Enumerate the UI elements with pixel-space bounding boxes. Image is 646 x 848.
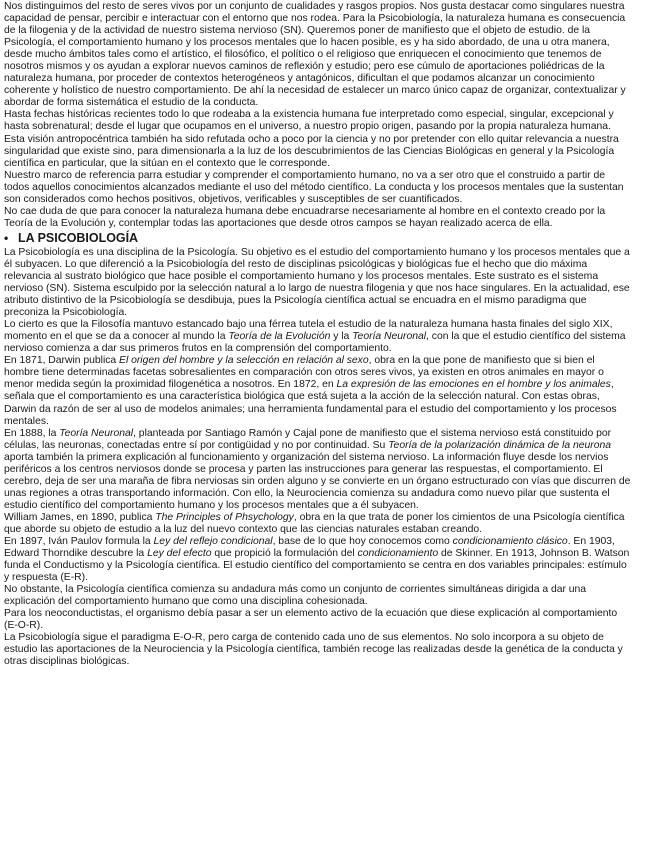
intro-paragraph-2: Hasta fechas históricas recientes todo lo que rodeaba a la existencia humana fue interpretado como especial, singular, excepcional y hasta sobrenatural; desde el lugar que ocupamos en el universo, a nuestro propio origen, pasando por la propia naturaleza humana. Esta visión antropocéntrica también ha sido refutada ocho a poco por la ciencia y no por pretender con ello quitar relevancia a nuestra singularidad que existe sino, para dimensionarla a la luz de los descubrimientos de las Ciencias Biológicas en general y la Psicología científica en particular, que la sitúan en el contexto que le corresponde.	[4, 109, 619, 169]
emphasis: Ley del efecto	[147, 548, 212, 560]
emphasis: The Principles of Phsychology	[155, 511, 294, 523]
document-page	[4, 1, 632, 669]
section-heading-text: LA PSICOBIOLOGÍA	[18, 230, 139, 245]
body-paragraph-8: Para los neoconductistas, el organismo debía pasar a ser un elemento activo de la ecuación que diese explicación al comportamiento (E-O-R).	[4, 608, 618, 632]
section-heading	[4, 231, 632, 246]
emphasis: Teoría Neuronal	[59, 427, 134, 439]
bullet-icon: •	[4, 230, 9, 245]
body-paragraph-4: En 1888, la Teoría Neuronal, planteada por Santiago Ramón y Cajal pone de manifiesto que el sistema nervioso está constituido por células, las neuronas, conectadas entre sí por contigüidad y no por continuidad. Su Teoría de la polarización dinámica de la neurona aporta también la primera explicación al funcionamiento y organización del sistema nervioso. La información fluye desde los nervios periféricos a los centros nerviosos donde se procesa y parten las instrucciones para generar las respuestas, el comportamiento. El cerebro, deja de ser una maraña de fibra nerviosas sin orden alguno y se convierte en un órgano estructurado con vías que discurren de unas regiones a otras transportando información. Con ello, la Neurociencia comienza su andadura como nuevo pilar que sustenta el estudio científico del comportamiento humano y los procesos mentales que a él subyacen.	[4, 427, 631, 511]
emphasis: condicionamiento clásico	[452, 536, 568, 548]
body-paragraph-5: William James, en 1890, publica The Principles of Phsychology, obra en la que trata de poner los cimientos de una Psicología científica que aborde su objeto de estudio a la luz del nuevo contexto que las ciencias naturales estaban creando.	[4, 511, 625, 535]
body-paragraph-3: En 1871, Darwin publica El origen del hombre y la selección en relación al sexo, obra en la que pone de manifiesto que si bien el hombre tiene determinadas facetas sobresalientes en comparación con otros seres vivos, ya existen en otros animales en mayor o menor medida según la proximidad filogenética a nosotros. En 1872, en La expresión de las emociones en el hombre y los animales, señala que el comportamiento es una característica biológica que está sujeta a la acción de la selección natural. Con estas obras, Darwin da razón de ser al uso de modelos animales; una herramienta fundamental para el estudio del comportamiento y los procesos mentales.	[4, 355, 617, 427]
intro-paragraph-1: Nos distinguimos del resto de seres vivos por un conjunto de cualidades y rasgos propios. Nos gusta destacar como singulares nuestra capacidad de pensar, percibir e interactuar con el entorno que nos rodea. Para la Psicobiología, la naturaleza humana es consecuencia de la filogenia y de la actividad de nuestro sistema nervioso (SN). Queremos poner de manifiesto que el objeto de estudio. de la Psicología, el comportamiento humano y los procesos mentales que lo hacen posible, es y ha sido abordado, de una u otra manera, desde mucho ámbitos tales como el artístico, el filosófico, el político o el religioso que enriquecen el conocimiento que tenemos de nosotros mismos y os ayudan a explorar nuevos caminos de reflexión y estudio; pero ese cúmulo de aportaciones poliédricas de la naturaleza humana, por proceder de contextos heterogéneos y antagónicos, dificultan el que podamos alcanzar un conocimiento coherente y holístico de nuestro comportamiento. De ahí la necesidad de estalecer un marco único capaz de organizar, contextualizar y abordar de forma sistemática el estudio de la conducta.	[4, 1, 626, 109]
emphasis: Teoría de la polarización dinámica de la neurona	[388, 439, 611, 451]
intro-paragraph-4: No cae duda de que para conocer la naturaleza humana debe encuadrarse necesariamente al hombre en el contexto creado por la Teoría de la Evolución y, contemplar todas las aportaciones que desde otros campos se hayan realizado acerca de ella.	[4, 205, 606, 229]
intro-paragraph-3: Nuestro marco de referencia parra estudiar y comprender el comportamiento humano, no va a ser otro que el construido a partir de todos aquellos conocimientos alcanzados mediante el uso del método científico. La conducta y los procesos mentales que la sustentan son considerados como hechos positivos, objetivos, verificables y susceptibles de ser cuantificados.	[4, 169, 624, 205]
body-paragraph-6: En 1897, Iván Paulov formula la Ley del reflejo condicional, base de lo que hoy conocemos como condicionamiento clásico. En 1903, Edward Thorndike descubre la Ley del efecto que propició la formulación del condicionamiento de Skinner. En 1913, Johnson B. Watson funda el Conductismo y la Psicología científica. El estudio científico del comportamiento se centra en dos variables principales: estímulo y respuesta (E-R).	[4, 536, 630, 584]
emphasis: Teoría de la Evolución	[228, 331, 331, 343]
body-paragraph-2: Lo cierto es que la Filosofía mantuvo estancado bajo una férrea tutela el estudio de la naturaleza humana hasta finales del siglo XIX, momento en el que se da a conocer al mundo la Teoría de la Evolución y la Teoría Neuronal, con la que el estudio científico del sistema nervioso comienza a dar sus primeros frutos en la comprensión del comportamiento.	[4, 319, 626, 355]
body-paragraph-1: La Psicobiología es una disciplina de la Psicología. Su objetivo es el estudio del comportamiento humano y los procesos mentales que a él subyacen. Lo que diferenció a la Psicobiología del resto de disciplinas psicológicas y biológicas fue el hecho que dio máxima relevancia al sustrato biológico que hace posible el comportamiento humano y los procesos mentales. Este sustrato es el sistema nervioso (SN). Sistema esculpido por la selección natural a lo largo de nuestra filogenia y que nos hace singulares. En la actualidad, ese atributo distintivo de la Psicobiología se desdibuja, pues la Psicología científica actual se encuadra en el mismo paradigma que preconiza la Psicobiología.	[4, 246, 630, 319]
emphasis: condicionamiento	[357, 548, 439, 560]
body-paragraph-7: No obstante, la Psicología científica comienza su andadura más como un conjunto de corrientes simultáneas dirigida a dar una explicación del comportamiento humano que como una disciplina cohesionada.	[4, 584, 587, 608]
body-paragraph-9: La Psicobiología sigue el paradigma E-O-R, pero carga de contenido cada uno de sus elementos. No solo incorpora a su objeto de estudio las aportaciones de la Neurociencia y la Psicología científica, también recoge las realizadas desde la genética de la conducta y otras disciplinas biológicas.	[4, 632, 623, 668]
emphasis: El origen del hombre y la selección en relación al sexo	[119, 355, 369, 367]
emphasis: Ley del reflejo condicional	[153, 536, 273, 548]
emphasis: La expresión de las emociones en el hombre y los animales	[336, 379, 611, 391]
emphasis: Teoría Neuronal	[352, 331, 427, 343]
